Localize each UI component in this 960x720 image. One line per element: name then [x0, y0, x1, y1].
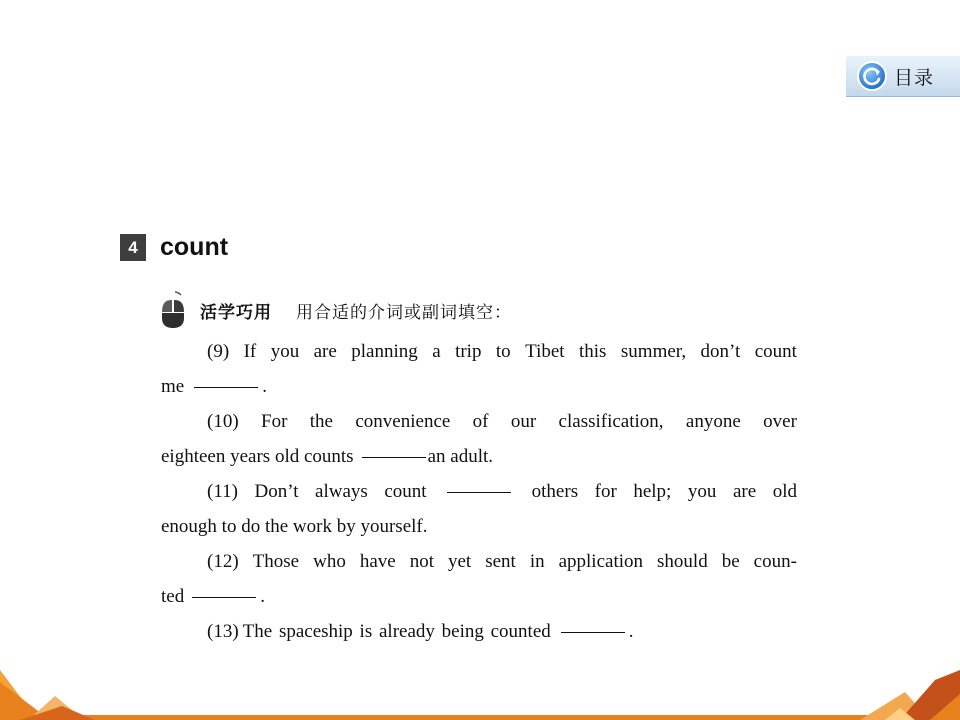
- question-label: (13): [207, 621, 239, 642]
- word: you: [687, 481, 717, 502]
- word: in: [529, 551, 545, 572]
- word: of: [472, 411, 489, 432]
- section-number-badge: 4: [120, 234, 146, 261]
- question-12: [161, 544, 797, 614]
- text-segment: me: [161, 376, 185, 397]
- text-segment: The spaceship is already being counted: [242, 621, 551, 642]
- question-line: [161, 579, 797, 614]
- answer-blank[interactable]: [362, 439, 426, 458]
- answer-blank[interactable]: [192, 579, 256, 598]
- question-line: [161, 544, 797, 579]
- word: don’t: [700, 341, 741, 362]
- word: always: [315, 481, 368, 502]
- question-label: (9): [207, 341, 230, 362]
- toc-label: 目录: [894, 66, 935, 89]
- word: If: [243, 341, 257, 362]
- word: Those: [252, 551, 300, 572]
- question-line: [161, 509, 797, 544]
- word: are: [313, 341, 337, 362]
- word: should: [657, 551, 708, 572]
- section-keyword: count: [160, 233, 229, 261]
- text-segment: ted: [161, 586, 185, 607]
- text-segment: eighteen years old counts: [161, 446, 354, 467]
- text-segment: enough to do the work by yourself.: [161, 516, 428, 537]
- word: are: [732, 481, 757, 502]
- word: coun-: [753, 551, 797, 572]
- word: For: [261, 411, 288, 432]
- word: application: [558, 551, 644, 572]
- word: others: [531, 481, 579, 502]
- question-line: [161, 474, 797, 509]
- word: who: [313, 551, 346, 572]
- word: a: [432, 341, 441, 362]
- question-9: [161, 334, 797, 404]
- question-label: (12): [207, 551, 239, 572]
- word: have: [359, 551, 396, 572]
- word: our: [510, 411, 537, 432]
- word: classification,: [558, 411, 664, 432]
- question-label: (10): [207, 411, 239, 432]
- question-line: [161, 439, 797, 474]
- answer-blank[interactable]: [194, 369, 258, 388]
- question-line: [161, 369, 797, 404]
- word: trip: [455, 341, 482, 362]
- question-line: [161, 334, 797, 369]
- word: planning: [351, 341, 418, 362]
- word: summer,: [620, 341, 687, 362]
- word: to: [495, 341, 511, 362]
- answer-blank[interactable]: [561, 614, 625, 633]
- word: Don’t: [254, 481, 299, 502]
- question-11: [161, 474, 797, 544]
- question-line: [161, 404, 797, 439]
- toc-button[interactable]: [846, 56, 960, 97]
- word: Tibet: [525, 341, 565, 362]
- practice-heading: [158, 290, 512, 330]
- refresh-circle-icon: [856, 60, 888, 92]
- word: count: [754, 341, 797, 362]
- practice-title: 活学巧用: [200, 302, 272, 323]
- word: help;: [633, 481, 672, 502]
- word: sent: [485, 551, 516, 572]
- word: for: [594, 481, 617, 502]
- text-segment: an adult.: [427, 446, 494, 467]
- word: this: [579, 341, 607, 362]
- text-segment: .: [628, 621, 634, 642]
- text-segment: .: [262, 376, 267, 397]
- word: the: [309, 411, 333, 432]
- word: over: [763, 411, 797, 432]
- word: you: [270, 341, 300, 362]
- word: convenience: [355, 411, 451, 432]
- word: yet: [447, 551, 472, 572]
- question-13: [161, 614, 797, 649]
- word: be: [721, 551, 740, 572]
- word: count: [384, 481, 427, 502]
- word: not: [409, 551, 434, 572]
- text-segment: .: [260, 586, 265, 607]
- question-line: [161, 614, 797, 649]
- word: anyone: [685, 411, 741, 432]
- answer-blank[interactable]: [447, 474, 511, 493]
- question-label: (11): [207, 481, 238, 502]
- section-heading: [120, 233, 228, 262]
- practice-instruction: 用合适的介词或副词填空：: [296, 302, 512, 323]
- question-10: [161, 404, 797, 474]
- mouse-icon: [158, 290, 190, 330]
- word: old: [772, 481, 797, 502]
- bottom-decoration: [0, 660, 960, 720]
